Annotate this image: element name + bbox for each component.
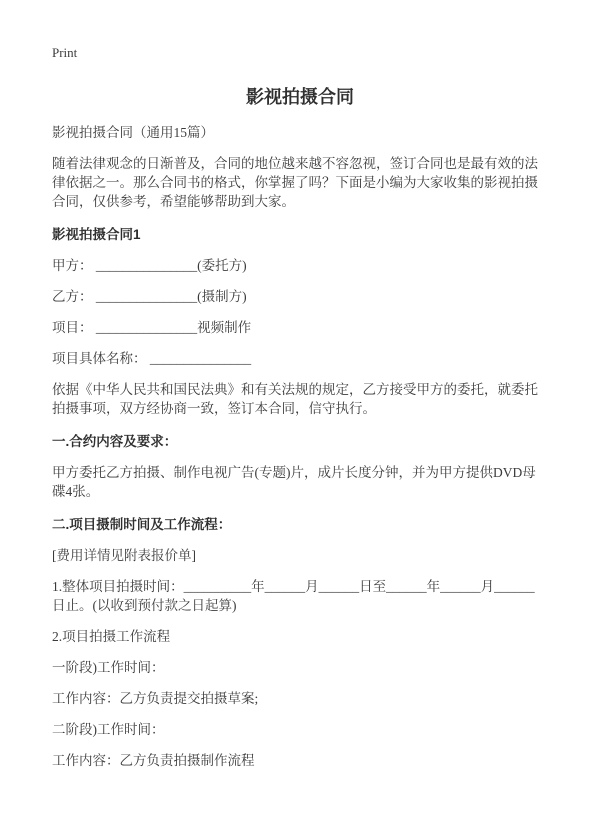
stage-1-content-line: 工作内容：乙方负责提交拍摄草案; — [52, 691, 259, 706]
section-1-heading: 一.合约内容及要求： — [52, 434, 178, 449]
project-line: 项目： _______________视频制作 — [52, 320, 252, 335]
contract-1-heading: 影视拍摄合同1 — [52, 227, 141, 242]
page-title: 影视拍摄合同 — [246, 87, 354, 107]
party-b-line: 乙方： _______________(摄制方) — [52, 289, 247, 304]
legal-basis-paragraph: 依据《中华人民共和国民法典》和有关法规的规定，乙方接受甲方的委托，就委托拍摄事项，双方经协商一致，签订本合同，信守执行。 — [52, 382, 538, 416]
project-name-line: 项目具体名称： _______________ — [52, 351, 252, 366]
stage-2-content-line: 工作内容：乙方负责拍摄制作流程 — [52, 753, 255, 768]
stage-2-time-line: 二阶段)工作时间： — [52, 722, 165, 737]
stage-1-time-line: 一阶段)工作时间： — [52, 660, 165, 675]
fee-note: [费用详情见附表报价单] — [52, 548, 196, 563]
shoot-time-item: 1.整体项目拍摄时间：__________年______月______日至______年______月______日止。(以收到预付款之日起算) — [52, 579, 535, 613]
party-a-line: 甲方： _______________(委托方) — [52, 258, 247, 273]
print-link[interactable]: Print — [52, 45, 78, 60]
section-1-paragraph: 甲方委托乙方拍摄、制作电视广告(专题)片，成片长度分钟，并为甲方提供DVD母碟4张。 — [52, 465, 536, 499]
contract-subtitle: 影视拍摄合同（通用15篇） — [52, 125, 214, 140]
section-2-heading: 二.项目摄制时间及工作流程： — [52, 517, 232, 532]
workflow-item: 2.项目拍摄工作流程 — [52, 629, 171, 644]
intro-paragraph: 随着法律观念的日渐普及，合同的地位越来越不容忽视，签订合同也是最有效的法律依据之一。那么合同书的格式，你掌握了吗？下面是小编为大家收集的影视拍摄合同，仅供参考，希望能够帮助到大家。 — [52, 156, 538, 209]
